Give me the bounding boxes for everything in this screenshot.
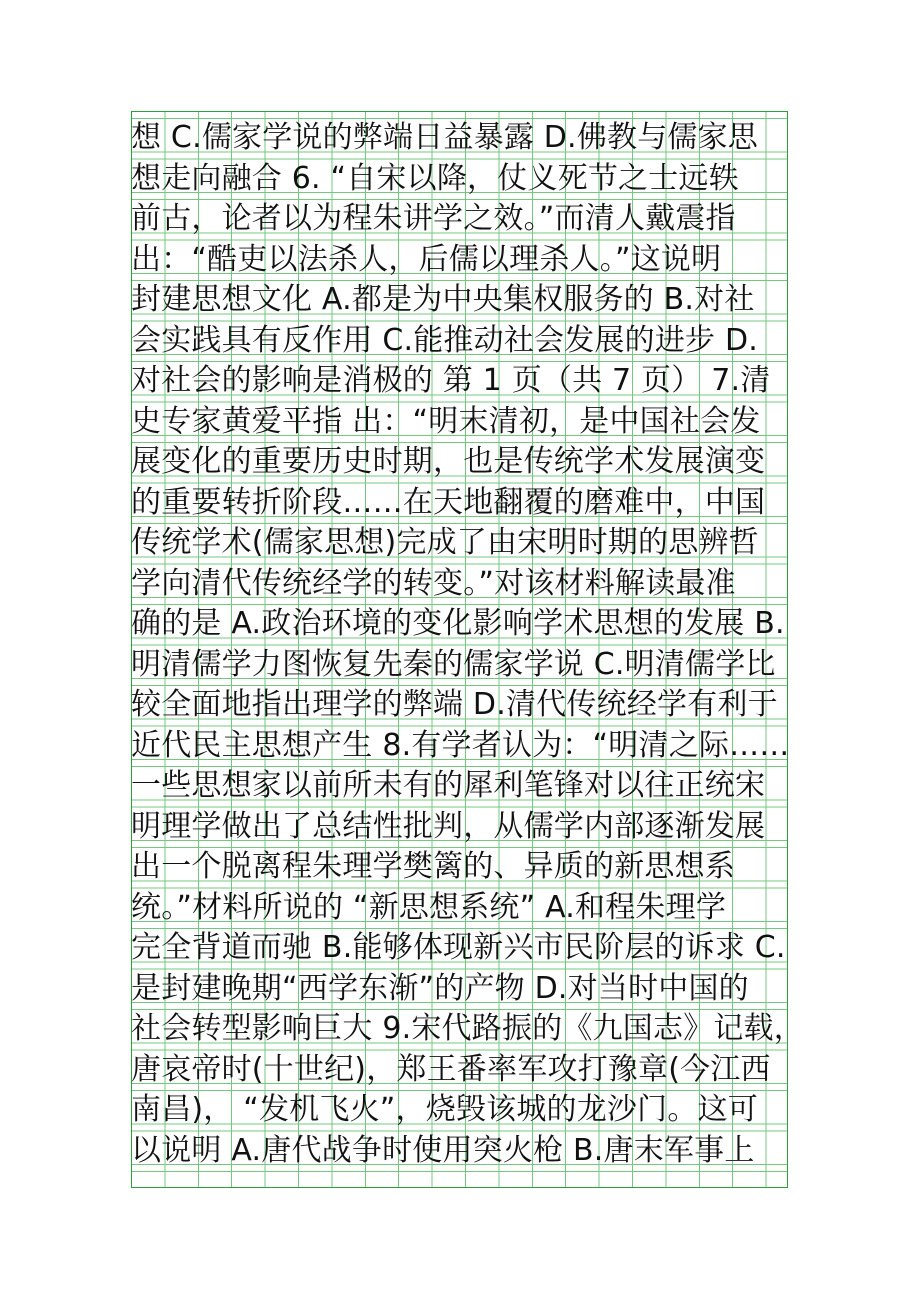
text-line: 社会转型影响巨大 9.宋代路振的《九国志》记载， xyxy=(131,1011,804,1046)
text-line: 统。”材料所说的 “新思想系统” A.和程朱理学 xyxy=(131,889,727,925)
text-line: 出：“酷吏以法杀人，后儒以理杀人。”这说明 xyxy=(131,241,722,277)
text-line: 史专家黄爱平指 出：“明末清初，是中国社会发 xyxy=(131,403,761,439)
text-line: 以说明 A.唐代战争时使用突火枪 B.唐末军事上 xyxy=(131,1132,755,1168)
text-line: 传统学术(儒家思想)完成了由宋明时期的思辨哲 xyxy=(131,525,759,560)
document-text xyxy=(131,118,811,1171)
text-line: 唐哀帝时(十世纪)，郑王番率军攻打豫章(今江西 xyxy=(131,1051,771,1087)
text-line: 封建思想文化 A.都是为中央集权服务的 B.对社 xyxy=(131,282,755,317)
text-line: 较全面地指出理学的弊端 D.清代传统经学有利于 xyxy=(131,687,778,722)
text-line: 明清儒学力图恢复先秦的儒家学说 C.明清儒学比 xyxy=(131,646,776,682)
text-line: 想 C.儒家学说的弊端日益暴露 D.佛教与儒家思 xyxy=(131,120,758,155)
text-line: 南昌)， “发机飞火”，烧毁该城的龙沙门。这可 xyxy=(131,1092,758,1127)
text-line: 展变化的重要历史时期，也是传统学术发展演变 xyxy=(131,444,766,479)
text-line: 出一个脱离程朱理学樊篱的、异质的新思想系 xyxy=(131,849,735,884)
text-line: 的重要转折阶段……在天地翻覆的磨难中，中国 xyxy=(131,484,766,520)
text-line: 明理学做出了总结性批判，从儒学内部逐渐发展 xyxy=(131,808,766,844)
text-line: 确的是 A.政治环境的变化影响学术思想的发展 B. xyxy=(131,606,785,641)
text-line: 会实践具有反作用 C.能推动社会发展的进步 D. xyxy=(131,322,758,358)
text-line: 对社会的影响是消极的 第 1 页（共 7 页） 7.清 xyxy=(131,363,771,398)
text-line: 完全背道而驰 B.能够体现新兴市民阶层的诉求 C. xyxy=(131,930,786,965)
text-line: 想走向融合 6. “自宋以降，仗义死节之士远轶 xyxy=(131,160,739,196)
text-line: 一些思想家以前所未有的犀利笔锋对以往正统宋 xyxy=(131,768,766,803)
text-line: 学向清代传统经学的转变。”对该材料解读最准 xyxy=(131,565,736,601)
text-line: 是封建晚期“西学东渐”的产物 D.对当时中国的 xyxy=(131,970,749,1006)
text-line: 近代民主思想产生 8.有学者认为：“明清之际…… xyxy=(131,727,790,763)
text-line: 前古，论者以为程朱讲学之效。”而清人戴震指 xyxy=(131,201,736,236)
